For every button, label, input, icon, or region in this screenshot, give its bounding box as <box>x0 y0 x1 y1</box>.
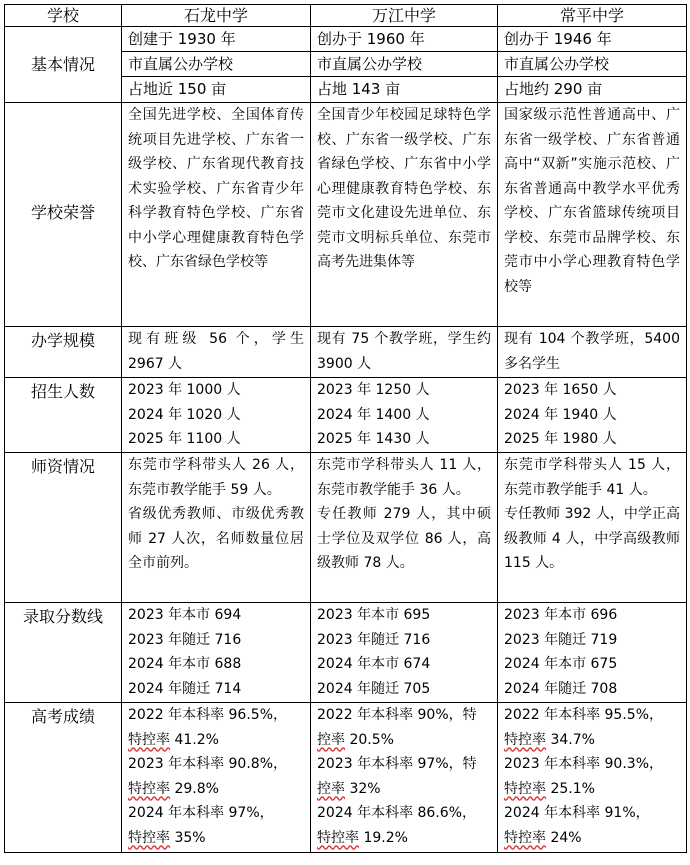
gaokao-rate-line: 2023 年本科率 90.3%， <box>504 756 664 772</box>
teachers-text: 东莞市学科带头人 15 人，东莞市教学能手 41 人。 <box>504 457 680 498</box>
teachers-text: 专任教师 279 人，其中硕士学位及双学位 86 人，高级教师 78 人。 <box>317 506 491 571</box>
gaokao-key-line <box>504 728 680 753</box>
gaokao-key-line <box>128 728 304 753</box>
key-label: 特控率 <box>128 829 170 846</box>
row-scores <box>5 603 687 703</box>
key-label: 特控率 <box>128 731 170 748</box>
gaokao-cell <box>311 703 498 853</box>
basic-type: 市直属公办学校 <box>311 52 497 77</box>
gaokao-rate-line: 2024 年本科率 97%， <box>128 805 274 821</box>
basic-founded: 创建于 1930 年 <box>122 27 310 52</box>
row-label: 高考成绩 <box>5 703 122 853</box>
header-changping: 常平中学 <box>498 5 687 27</box>
gaokao-key-line <box>317 777 491 802</box>
key-label: 特控率 <box>504 829 546 846</box>
honors-text: 全国先进学校、全国体育传统项目先进学校、广东省一级学校、广东省现代教育技术实验学校、广东省青少年科学教育特色学校、广东省中小学心理健康教育特色学校、广东省绿色学校等 <box>128 107 304 270</box>
teachers-cell <box>498 453 687 603</box>
key-label: 特控率 <box>504 731 546 748</box>
key-label: 特控率 <box>128 780 170 797</box>
enrollment-line: 2023 年 1250 人 <box>317 382 430 398</box>
basic-cell <box>311 27 498 103</box>
teachers-text: 专任教师 392 人，中学正高级教师 4 人，中学高级教师 115 人。 <box>504 506 680 571</box>
score-line: 2023 年本市 695 <box>317 607 431 623</box>
score-line: 2023 年随迁 719 <box>504 631 618 648</box>
row-label: 学校荣誉 <box>5 103 122 327</box>
gaokao-key-line <box>317 728 491 753</box>
school-comparison-table <box>4 4 687 853</box>
teachers-text: 省级优秀教师、市级优秀教师 27 人次，名师数量位居全市前列。 <box>128 506 304 571</box>
basic-area: 占地 143 亩 <box>317 80 401 98</box>
key-value: 19.2% <box>359 829 408 846</box>
scale-text: 现有班级 56 个，学生 2967 人 <box>128 331 304 372</box>
scale-cell <box>122 327 311 378</box>
honors-cell <box>498 103 687 327</box>
gaokao-rate-line: 2024 年本科率 91%， <box>504 805 650 821</box>
scores-cell <box>498 603 687 703</box>
enrollment-line: 2023 年 1000 人 <box>128 382 241 398</box>
honors-text: 国家级示范性普通高中、广东省一级学校、广东省普通高中“双新”实施示范校、广东省普通高中教学水平优秀学校、广东省篮球传统项目学校、东莞市品牌学校、东莞市中小学心理教育特色学校等 <box>504 107 680 295</box>
basic-area: 占地约 290 亩 <box>504 80 603 98</box>
key-value: 41.2% <box>170 731 219 748</box>
row-scale <box>5 327 687 378</box>
enrollment-line: 2024 年 1400 人 <box>317 406 430 423</box>
enrollment-line: 2025 年 1100 人 <box>128 431 241 447</box>
score-line: 2024 年本市 674 <box>317 656 431 672</box>
score-line: 2024 年本市 675 <box>504 656 618 672</box>
honors-cell <box>122 103 311 327</box>
header-school: 学校 <box>5 5 122 27</box>
row-label: 基本情况 <box>5 27 122 103</box>
header-wanjiang: 万江中学 <box>311 5 498 27</box>
gaokao-cell <box>498 703 687 853</box>
teachers-text: 东莞市学科带头人 11 人，东莞市教学能手 36 人。 <box>317 457 491 498</box>
row-enrollment <box>5 378 687 453</box>
scale-cell <box>311 327 498 378</box>
key-value: 20.5% <box>345 731 394 748</box>
basic-area: 占地近 150 亩 <box>128 80 227 98</box>
key-value: 32% <box>345 780 381 797</box>
gaokao-key-line <box>504 777 680 802</box>
gaokao-cell <box>122 703 311 853</box>
score-line: 2023 年本市 696 <box>504 607 618 623</box>
gaokao-rate-line: 2023 年本科率 90.8%， <box>128 756 288 772</box>
honors-text: 全国青少年校园足球特色学校、广东省一级学校、广东省绿色学校、广东省中小学心理健康教育特色学校、东莞市文化建设先进单位、东莞市文明标兵单位、东莞市高考先进集体等 <box>317 107 491 270</box>
basic-founded: 创办于 1946 年 <box>498 27 686 52</box>
scale-cell <box>498 327 687 378</box>
teachers-cell <box>311 453 498 603</box>
gaokao-rate-line: 2023 年本科率 97%，特 <box>317 756 477 772</box>
row-label: 招生人数 <box>5 378 122 453</box>
key-value: 34.7% <box>546 731 595 748</box>
score-line: 2024 年随迁 705 <box>317 680 431 697</box>
basic-cell <box>122 27 311 103</box>
basic-type: 市直属公办学校 <box>122 52 310 77</box>
enrollment-line: 2024 年 1020 人 <box>128 406 241 423</box>
basic-founded: 创办于 1960 年 <box>311 27 497 52</box>
enrollment-cell <box>311 378 498 453</box>
gaokao-key-line <box>317 826 491 851</box>
header-shilong: 石龙中学 <box>122 5 311 27</box>
row-honors <box>5 103 687 327</box>
score-line: 2024 年本市 688 <box>128 656 242 672</box>
key-value: 24% <box>546 829 582 846</box>
gaokao-rate-line: 2022 年本科率 90%，特 <box>317 707 477 723</box>
gaokao-key-line <box>504 826 680 851</box>
scores-cell <box>122 603 311 703</box>
basic-cell <box>498 27 687 103</box>
enrollment-line: 2023 年 1650 人 <box>504 382 617 398</box>
gaokao-key-line <box>128 826 304 851</box>
score-line: 2023 年随迁 716 <box>317 631 431 648</box>
row-label: 录取分数线 <box>5 603 122 703</box>
row-basic <box>5 27 687 103</box>
basic-type: 市直属公办学校 <box>498 52 686 77</box>
honors-cell <box>311 103 498 327</box>
scores-cell <box>311 603 498 703</box>
gaokao-rate-line: 2022 年本科率 96.5%， <box>128 707 288 723</box>
row-label: 办学规模 <box>5 327 122 378</box>
scale-text: 现有 75 个教学班，学生约 3900 人 <box>317 331 491 372</box>
key-label: 特控率 <box>504 780 546 797</box>
gaokao-key-line <box>128 777 304 802</box>
key-label: 控率 <box>317 780 345 797</box>
teachers-text: 东莞市学科带头人 26 人，东莞市教学能手 59 人。 <box>128 457 304 498</box>
key-value: 25.1% <box>546 780 595 797</box>
enrollment-cell <box>122 378 311 453</box>
key-value: 35% <box>170 829 206 846</box>
gaokao-rate-line: 2024 年本科率 86.6%， <box>317 805 477 821</box>
gaokao-rate-line: 2022 年本科率 95.5%， <box>504 707 664 723</box>
row-gaokao <box>5 703 687 853</box>
score-line: 2024 年随迁 714 <box>128 680 242 697</box>
enrollment-line: 2024 年 1940 人 <box>504 406 617 423</box>
row-label: 师资情况 <box>5 453 122 603</box>
score-line: 2024 年随迁 708 <box>504 680 618 697</box>
teachers-cell <box>122 453 311 603</box>
enrollment-line: 2025 年 1430 人 <box>317 431 430 447</box>
scale-text: 现有 104 个教学班，5400 多名学生 <box>504 331 680 372</box>
key-label: 控率 <box>317 731 345 748</box>
score-line: 2023 年本市 694 <box>128 607 242 623</box>
key-value: 29.8% <box>170 780 219 797</box>
header-row <box>5 5 687 27</box>
score-line: 2023 年随迁 716 <box>128 631 242 648</box>
enrollment-line: 2025 年 1980 人 <box>504 431 617 447</box>
key-label: 特控率 <box>317 829 359 846</box>
enrollment-cell <box>498 378 687 453</box>
row-teachers <box>5 453 687 603</box>
